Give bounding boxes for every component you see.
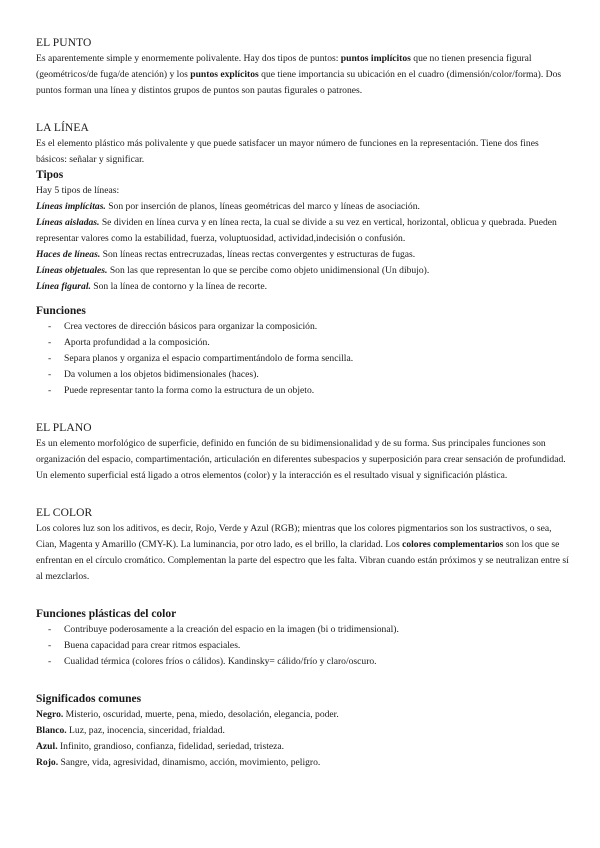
tipo-text: Son las que representan lo que se percibe como objeto unidimensional (Un dibujo). — [107, 265, 430, 276]
list-item — [48, 638, 571, 654]
list-item-text: Crea vectores de dirección básicos para organizar la composición. — [64, 321, 318, 332]
linea-intro: Es el elemento plástico más polivalente y que puede satisfacer un mayor número de funciones en la representación. Tiene dos fines básicos: señalar y significar. — [36, 138, 539, 165]
significado-text: Luz, paz, inocencia, sinceridad, frialdad. — [66, 725, 225, 736]
tipo-text: Son por inserción de planos, líneas geométricas del marco y líneas de asociación. — [105, 201, 420, 212]
significado-label: Negro. — [36, 709, 64, 720]
section-title-color: EL COLOR — [36, 507, 93, 519]
text-span: que no tienen presencia figural (geométricos/de fuga/de atención) y los — [36, 53, 532, 80]
plano-paragraph: Es un elemento morfológico de superficie, definido en función de su bidimensionalidad y de su forma. Sus principales funciones son organización del espacio, compartimentación, articulación en diferentes subespacios y superposición para crear sensación de profundidad. Un elemento superficial está ligado a otros elementos (color) y la interacción es el resultado visual y significación plástica. — [36, 438, 566, 481]
list-item-text: Da volumen a los objetos bidimensionales (haces). — [64, 369, 259, 380]
subheading-funciones-color: Funciones plásticas del color — [36, 608, 177, 620]
significado-item — [36, 707, 571, 723]
funciones-color-list — [36, 622, 571, 670]
list-item — [48, 367, 571, 383]
bold-term: colores complementarios — [402, 539, 504, 550]
tipo-text: Se dividen en línea curva y en línea recta, la cual se divide a su vez en vertical, horizontal, oblicua y quebrada. Pueden representar valores como la estabilidad, fuerza, voluptuosidad, actividad,indecisión o confusión. — [36, 217, 557, 244]
list-item-text: Contribuye poderosamente a la creación del espacio en la imagen (bi o tridimensional). — [64, 624, 399, 635]
significado-label: Blanco. — [36, 725, 67, 736]
subheading-funciones: Funciones — [36, 305, 86, 317]
list-item — [48, 383, 571, 399]
tipo-label: Líneas implícitas. — [36, 201, 106, 212]
funciones-list — [36, 319, 571, 399]
tipo-label: Haces de líneas. — [36, 249, 101, 260]
list-item-text: Cualidad térmica (colores fríos o cálidos). Kandinsky= cálido/frío y claro/oscuro. — [64, 656, 377, 667]
subheading-tipos: Tipos — [36, 169, 64, 181]
list-item-text: Aporta profundidad a la composición. — [64, 337, 210, 348]
dash-bullet: - — [48, 369, 52, 380]
significado-text: Infinito, grandioso, confianza, fidelidad, seriedad, tristeza. — [57, 741, 285, 752]
section-title-punto: EL PUNTO — [36, 37, 92, 49]
tipo-item — [36, 215, 571, 247]
dash-bullet: - — [48, 656, 52, 667]
tipo-item — [36, 263, 571, 279]
significado-text: Misterio, oscuridad, muerte, pena, miedo, desolación, elegancia, poder. — [63, 709, 339, 720]
document-page — [36, 36, 571, 771]
tipos-intro: Hay 5 tipos de líneas: — [36, 185, 120, 196]
punto-paragraph — [36, 51, 571, 99]
tipo-text: Son la línea de contorno y la línea de recorte. — [90, 281, 267, 292]
significado-item — [36, 723, 571, 739]
dash-bullet: - — [48, 624, 52, 635]
tipo-item — [36, 279, 571, 295]
list-item-text: Separa planos y organiza el espacio compartimentándolo de forma sencilla. — [64, 353, 354, 364]
dash-bullet: - — [48, 385, 52, 396]
list-item-text: Puede representar tanto la forma como la estructura de un objeto. — [64, 385, 315, 396]
significado-label: Rojo. — [36, 757, 59, 768]
list-item-text: Buena capacidad para crear ritmos espaciales. — [64, 640, 241, 651]
tipo-label: Línea figural. — [36, 281, 91, 292]
color-paragraph — [36, 521, 571, 585]
tipo-text: Son líneas rectas entrecruzadas, líneas rectas convergentes y estructuras de fugas. — [100, 249, 416, 260]
tipo-item — [36, 247, 571, 263]
significado-item — [36, 755, 571, 771]
significado-item — [36, 739, 571, 755]
text-span: que tiene importancia su ubicación en el cuadro (dimensión/color/forma). Dos puntos forman una línea y distintos grupos de puntos son pautas figurales o patrones. — [36, 69, 562, 96]
significado-label: Azul. — [36, 741, 58, 752]
list-item — [48, 351, 571, 367]
dash-bullet: - — [48, 353, 52, 364]
section-title-linea: LA LÍNEA — [36, 122, 89, 134]
text-span: Los colores luz son los aditivos, es decir, Rojo, Verde y Azul (RGB); mientras que los colores pigmentarios son los sustractivos, o sea, Cian, Magenta y Amarillo (CMY-K). La luminancia, por otro lado, es el brillo, la claridad. Los — [36, 523, 552, 550]
list-item — [48, 622, 571, 638]
tipo-item — [36, 199, 571, 215]
list-item — [48, 335, 571, 351]
list-item — [48, 654, 571, 670]
dash-bullet: - — [48, 337, 52, 348]
tipo-label: Líneas objetuales. — [36, 265, 108, 276]
subheading-significados: Significados comunes — [36, 693, 142, 705]
dash-bullet: - — [48, 640, 52, 651]
dash-bullet: - — [48, 321, 52, 332]
text-span: Es aparentemente simple y enormemente polivalente. Hay dos tipos de puntos: — [36, 53, 341, 64]
tipo-label: Líneas aisladas. — [36, 217, 100, 228]
bold-term: puntos implícitos — [340, 53, 411, 64]
bold-term: puntos explícitos — [190, 69, 259, 80]
text-span: son los que se enfrentan en el círculo cromático. Complementan la parte del espectro que les falta. Vibran cuando están próximos y se neutralizan entre sí al mezclarlos. — [36, 539, 569, 582]
significado-text: Sangre, vida, agresividad, dinamismo, acción, movimiento, peligro. — [58, 757, 321, 768]
list-item — [48, 319, 571, 335]
section-title-plano: EL PLANO — [36, 422, 92, 434]
